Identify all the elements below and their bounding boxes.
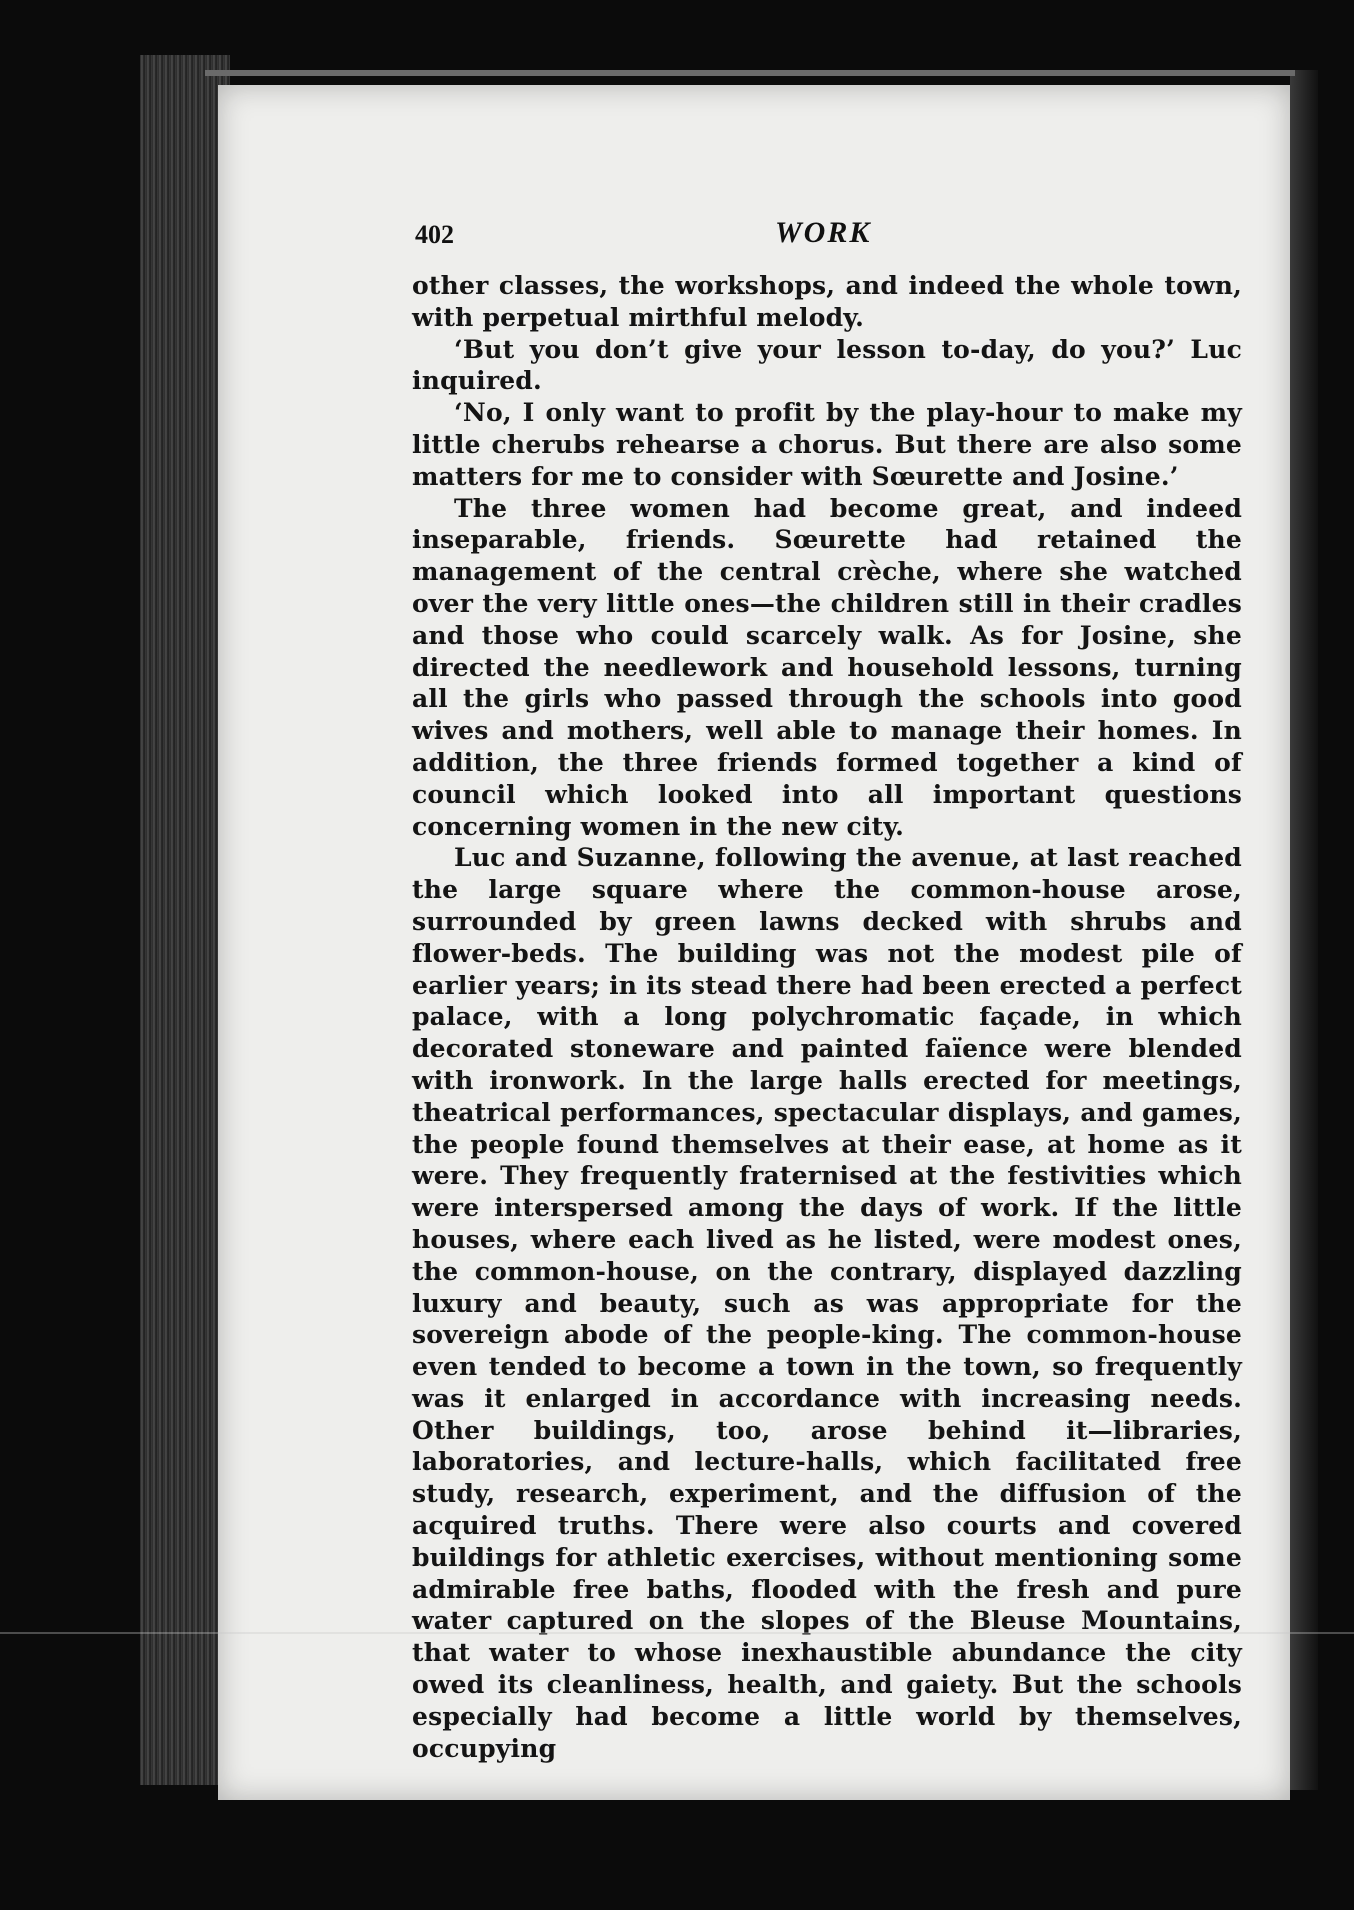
page-top-edge	[205, 70, 1295, 76]
paragraph-1: other classes, the workshops, and indeed the whole town, with perpetual mirthful melody.	[412, 271, 1242, 332]
running-title: WORK	[775, 216, 872, 249]
paragraph-3: ‘No, I only want to profit by the play-hour to make my little cherubs rehearse a chorus. But there are also some matters for me to consider with Sœurette and Josine.’	[412, 398, 1242, 491]
book-cover-edge	[1290, 70, 1318, 1790]
page-number: 402	[415, 220, 454, 249]
body-text	[412, 270, 1242, 1764]
scan-artifact-line	[0, 1632, 1354, 1634]
paragraph-5: Luc and Suzanne, following the avenue, at last reached the large square where the common-house arose, surrounded by green lawns decked with shrubs and flower-beds. The building was not the modest pile of earlier years; in its stead there had been erected a perfect palace, with a long polychromatic façade, in which decorated stoneware and painted faïence were blended with ironwork. In the large halls erected for meetings, theatrical performances, spectacular displays, and games, the people found themselves at their ease, at home as it were. They frequently fraternised at the festivities which were interspersed among the days of work. If the little houses, where each lived as he listed, were modest ones, the common-house, on the contrary, displayed dazzling luxury and beauty, such as was appropriate for the sovereign abode of the people-king. The common-house even tended to become a town in the town, so frequently was it enlarged in accordance with increasing needs. Other buildings, too, arose behind it—libraries, laboratories, and lecture-halls, which facilitated free study, research, experiment, and the diffusion of the acquired truths. There were also courts and covered buildings for athletic exercises, without mentioning some admirable free baths, flooded with the fresh and pure water captured on the slopes of the Bleuse Mountains, that water to whose inexhaustible abundance the city owed its cleanliness, health, and gaiety. But the schools especially had become a little world by themselves, occupying	[412, 843, 1242, 1763]
book-page-edges	[140, 55, 230, 1785]
paragraph-2: ‘But you don’t give your lesson to-day, do you?’ Luc inquired.	[412, 334, 1242, 396]
page-header	[415, 216, 1240, 260]
paragraph-4: The three women had become great, and indeed inseparable, friends. Sœurette had retained the management of the central crèche, where she watched over the very little ones—the children still in their cradles and those who could scarcely walk. As for Josine, she directed the needlework and household lessons, turning all the girls who passed through the schools into good wives and mothers, well able to manage their homes. In addition, the three friends formed together a kind of council which looked into all important questions concerning women in the new city.	[412, 493, 1242, 841]
